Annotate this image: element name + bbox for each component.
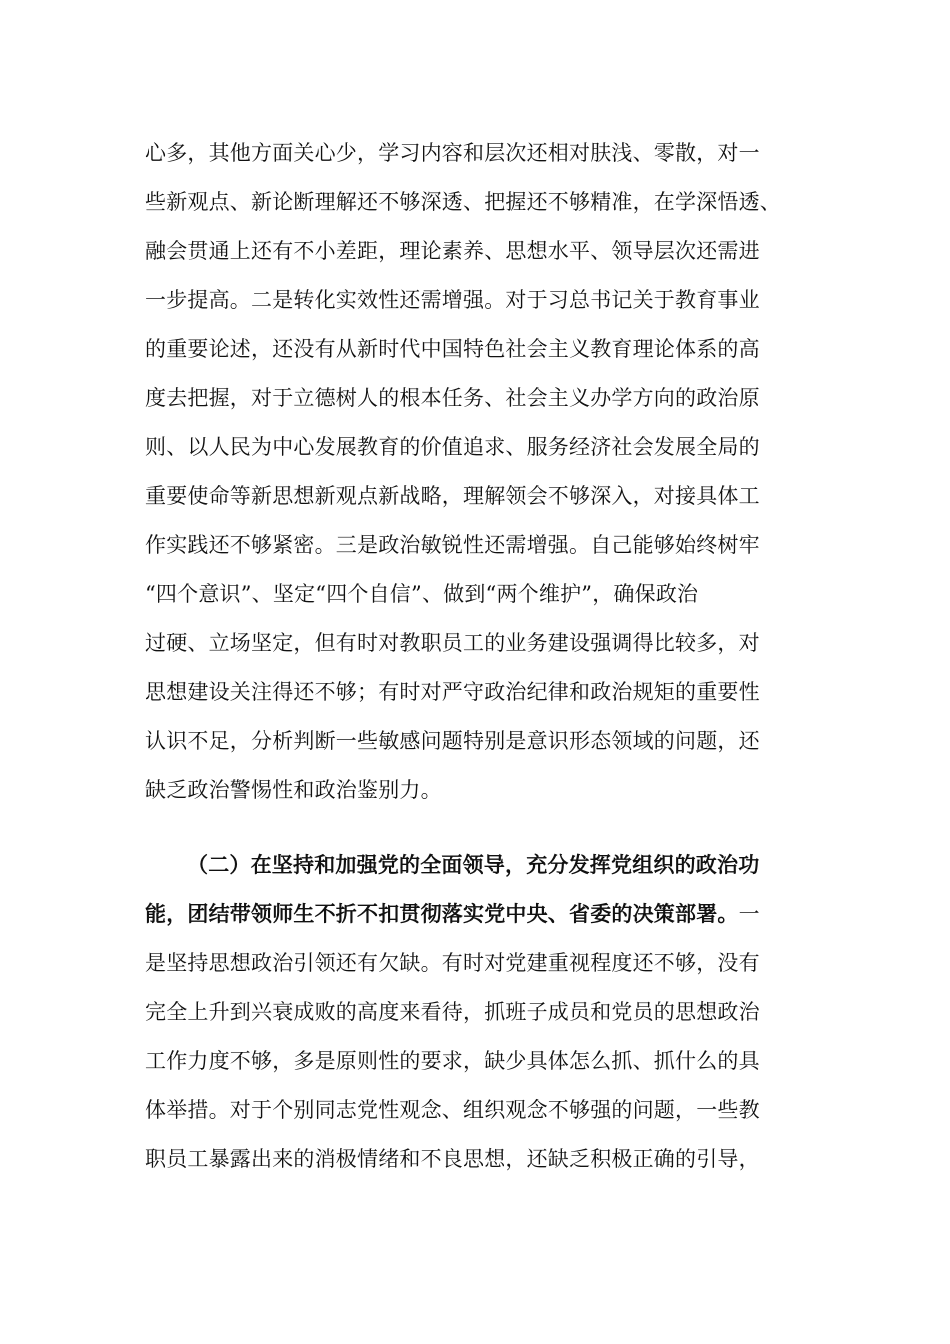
paragraph-line: 心多，其他方面关心少，学习内容和层次还相对肤浅、零散，对一 <box>145 141 760 165</box>
paragraph-line: 的重要论述，还没有从新时代中国特色社会主义教育理论体系的高 <box>145 337 760 361</box>
paragraph-line: 一步提高。二是转化实效性还需增强。对于习总书记关于教育事业 <box>145 288 760 312</box>
paragraph-line: 思想建设关注得还不够；有时对严守政治纪律和政治规矩的重要性 <box>145 680 760 704</box>
paragraph-line: 融会贯通上还有不小差距，理论素养、思想水平、领导层次还需进 <box>145 239 760 263</box>
paragraph-line: 完全上升到兴衰成败的高度来看待，抓班子成员和党员的思想政治 <box>145 1000 760 1024</box>
paragraph-line: 重要使命等新思想新观点新战略，理解领会不够深入，对接具体工 <box>145 484 760 508</box>
paragraph-line: 缺乏政治警惕性和政治鉴别力。 <box>145 778 442 802</box>
paragraph-line: 体举措。对于个别同志党性观念、组织观念不够强的问题，一些教 <box>145 1098 760 1122</box>
section-heading-text: （二）在坚持和加强党的全面领导，充分发挥党组织的政治功 <box>187 852 760 877</box>
paragraph-line: 认识不足，分析判断一些敏感问题特别是意识形态领域的问题，还 <box>145 729 760 753</box>
paragraph-line: 是坚持思想政治引领还有欠缺。有时对党建重视程度还不够，没有 <box>145 951 760 975</box>
section-heading-line <box>145 894 760 934</box>
paragraph-line: 则、以人民为中心发展教育的价值追求、服务经济社会发展全局的 <box>145 435 760 459</box>
paragraph-line: 些新观点、新论断理解还不够深透、把握还不够精准，在学深悟透、 <box>145 190 781 214</box>
paragraph-line: 过硬、立场坚定，但有时对教职员工的业务建设强调得比较多，对 <box>145 631 760 655</box>
paragraph-line: 工作力度不够，多是原则性的要求，缺少具体怎么抓、抓什么的具 <box>145 1049 760 1073</box>
paragraph-line: 作实践还不够紧密。三是政治敏锐性还需增强。自己能够始终树牢 <box>145 533 760 557</box>
paragraph-line: 度去把握，对于立德树人的根本任务、社会主义办学方向的政治原 <box>145 386 760 410</box>
paragraph-text: 一 <box>738 902 760 926</box>
section-heading-text: 能，团结带领师生不折不扣贯彻落实党中央、省委的决策部署。 <box>145 901 739 926</box>
paragraph-line: “四个意识”、坚定“四个自信”、做到“两个维护”，确保政治 <box>145 582 699 606</box>
section-heading-line <box>187 845 759 885</box>
paragraph-line: 职员工暴露出来的消极情绪和不良思想，还缺乏积极正确的引导， <box>145 1147 760 1171</box>
